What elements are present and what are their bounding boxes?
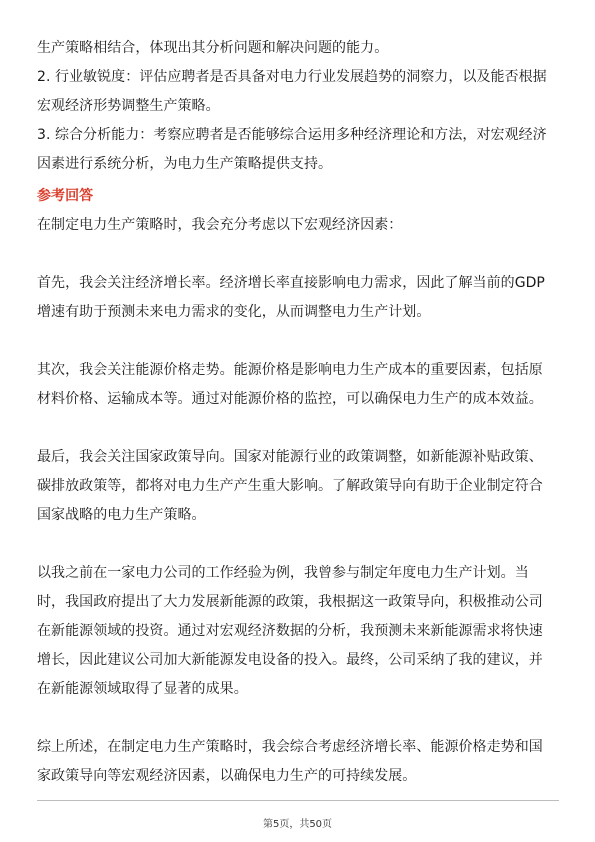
paragraph-line: 材料价格、运输成本等。通过对能源价格的监控，可以确保电力生产的成本效益。	[37, 391, 543, 407]
paragraph-line: 综上所述，在制定电力生产策略时，我会综合考虑经济增长率、能源价格走势和国	[37, 739, 543, 755]
document-body	[37, 34, 559, 791]
reference-answer-heading: 参考回答	[37, 188, 94, 204]
paragraph-line: 最后，我会关注国家政策导向。国家对能源行业的政策调整，如新能源补贴政策、	[37, 449, 543, 465]
text-line: 因素进行系统分析，为电力生产策略提供支持。	[37, 156, 333, 172]
answer-intro: 在制定电力生产策略时，我会充分考虑以下宏观经济因素：	[37, 217, 403, 233]
paragraph-line: 首先，我会关注经济增长率。经济增长率直接影响电力需求，因此了解当前的GDP	[37, 275, 545, 291]
paragraph-line: 时，我国政府提出了大力发展新能源的政策，我根据这一政策导向，积极推动公司	[37, 594, 543, 610]
paragraph-line: 增长，因此建议公司加大新能源发电设备的投入。最终，公司采纳了我的建议，并	[37, 652, 543, 668]
footer-divider	[37, 800, 559, 801]
text-line: 生产策略相结合，体现出其分析问题和解决问题的能力。	[37, 40, 389, 56]
paragraph-line: 家政策导向等宏观经济因素，以确保电力生产的可持续发展。	[37, 768, 417, 784]
evaluation-point-2: 2. 行业敏锐度：评估应聘者是否具备对电力行业发展趋势的洞察力，以及能否根据	[37, 69, 547, 85]
evaluation-point-3: 3. 综合分析能力：考察应聘者是否能够综合运用多种经济理论和方法，对宏观经济	[37, 127, 547, 143]
paragraph-line: 增速有助于预测未来电力需求的变化，从而调整电力生产计划。	[37, 304, 431, 320]
page-number: 第5页，共50页	[262, 819, 333, 830]
paragraph-line: 碳排放政策等，都将对电力生产产生重大影响。了解政策导向有助于企业制定符合	[37, 478, 543, 494]
paragraph-line: 在新能源领域的投资。通过对宏观经济数据的分析，我预测未来新能源需求将快速	[37, 623, 543, 639]
paragraph-line: 在新能源领域取得了显著的成果。	[37, 681, 248, 697]
paragraph-line: 其次，我会关注能源价格走势。能源价格是影响电力生产成本的重要因素，包括原	[37, 362, 543, 378]
text-line: 宏观经济形势调整生产策略。	[37, 98, 220, 114]
paragraph-line: 国家战略的电力生产策略。	[37, 507, 206, 523]
paragraph-line: 以我之前在一家电力公司的工作经验为例，我曾参与制定年度电力生产计划。当	[37, 565, 529, 581]
